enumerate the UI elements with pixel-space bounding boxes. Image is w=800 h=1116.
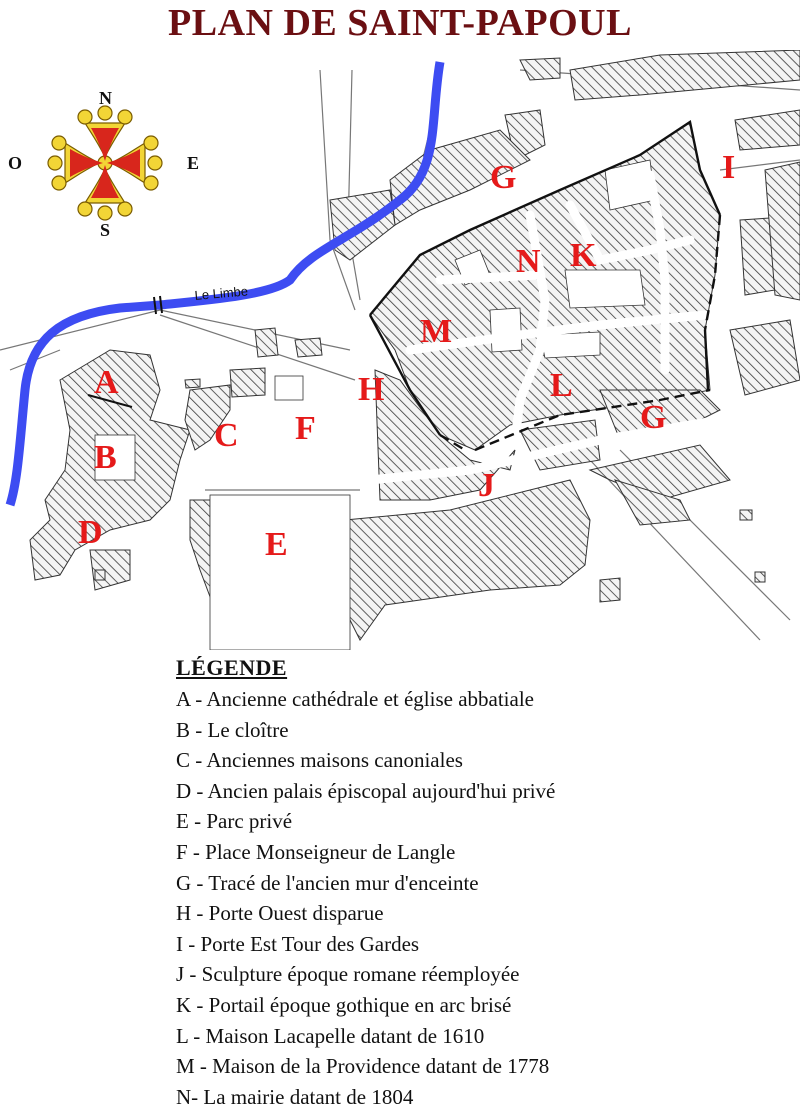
map-label-g-north: G [490,159,517,196]
map-label-m: M [420,313,453,350]
river-label: Le Limbe [193,283,249,303]
legend-item-c: C - Anciennes maisons canoniales [176,748,463,773]
legend-item-a: A - Ancienne cathédrale et église abbatiale [176,687,534,711]
legend-item-g: G - Tracé de l'ancien mur d'enceinte [176,870,479,895]
map-label-b: B [94,439,117,476]
legend-item-d: D - Ancien palais épiscopal aujourd'hui privé [176,778,556,803]
map-label-l: L [550,367,573,404]
legend-item-f: F - Place Monseigneur de Langle [176,839,456,864]
town-map [0,50,800,650]
map-label-i: I [722,149,736,186]
occitan-cross-icon [48,106,162,220]
map-label-f: F [295,410,316,447]
compass-east: E [187,153,200,173]
map-label-d: D [78,514,103,551]
compass-south: S [100,220,111,240]
map-title: PLAN DE SAINT-PAPOUL [168,2,632,44]
legend-item-m: M - Maison de la Providence datant de 1778 [176,1054,550,1079]
legend-item-l: L - Maison Lacapelle datant de 1610 [176,1023,485,1048]
legend-item-e: E - Parc privé [176,809,293,834]
legend-item-k: K - Portail époque gothique en arc brisé [176,992,512,1017]
legend-list [176,684,776,1112]
legend-item-j: J - Sculpture époque romane réemployée [176,962,520,987]
compass-rose [8,88,199,240]
legend-title: LÉGENDE [176,655,288,680]
legend-item-i: I - Porte Est Tour des Gardes [176,931,420,956]
map-label-j: J [478,467,495,504]
legend-item-h: H - Porte Ouest disparue [176,901,384,926]
legend [176,654,776,1112]
map-label-a: A [94,364,119,401]
map-label-k: K [570,237,597,274]
compass-west: O [8,153,23,173]
map-label-g-south: G [640,399,667,436]
legend-item-b: B - Le cloître [176,717,289,742]
compass-north: N [99,88,112,108]
legend-item-n: N- La mairie datant de 1804 [176,1084,414,1109]
map-label-c: C [214,417,239,454]
map-label-h: H [358,371,385,408]
map-label-n: N [516,243,541,280]
map-label-e: E [265,526,288,563]
